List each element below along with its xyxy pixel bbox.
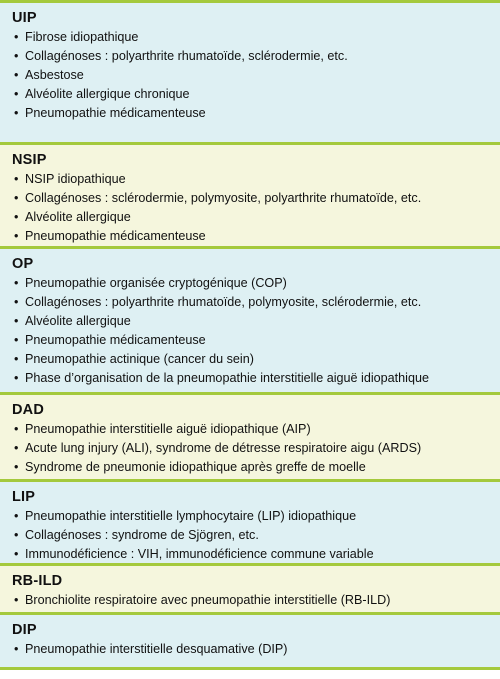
item-list — [12, 591, 490, 610]
section-title: UIP — [12, 10, 37, 26]
section-title: RB-ILD — [12, 573, 63, 589]
section-title: DIP — [12, 622, 37, 638]
list-item: • Fibrose idiopathique — [12, 28, 490, 47]
section-title: DAD — [12, 402, 45, 418]
list-item: • Syndrome de pneumonie idiopathique après greffe de moelle — [12, 458, 490, 477]
item-list — [12, 170, 490, 246]
list-item: • Collagénoses : syndrome de Sjögren, etc. — [12, 526, 490, 545]
list-item: • Immunodéficience : VIH, immunodéficience commune variable — [12, 545, 490, 564]
section-dip — [0, 615, 500, 667]
list-item: • Pneumopathie actinique (cancer du sein) — [12, 350, 490, 369]
list-item: • Phase d’organisation de la pneumopathie interstitielle aiguë idiopathique — [12, 369, 490, 388]
list-item: • Pneumopathie interstitielle lymphocytaire (LIP) idiopathique — [12, 507, 490, 526]
list-item: • Collagénoses : polyarthrite rhumatoïde, sclérodermie, etc. — [12, 47, 490, 66]
list-item: • Pneumopathie médicamenteuse — [12, 104, 490, 123]
list-item: • Pneumopathie médicamenteuse — [12, 227, 490, 246]
section-title: OP — [12, 256, 34, 272]
list-item: • NSIP idiopathique — [12, 170, 490, 189]
list-item: • Asbestose — [12, 66, 490, 85]
section-op — [0, 249, 500, 392]
section-title: NSIP — [12, 152, 47, 168]
item-list — [12, 640, 490, 659]
item-list — [12, 28, 490, 123]
section-title: LIP — [12, 489, 36, 505]
list-item: • Alvéolite allergique chronique — [12, 85, 490, 104]
list-item: • Pneumopathie interstitielle desquamative (DIP) — [12, 640, 490, 659]
item-list — [12, 420, 490, 477]
list-item: • Alvéolite allergique — [12, 208, 490, 227]
list-item: • Alvéolite allergique — [12, 312, 490, 331]
list-item: • Pneumopathie organisée cryptogénique (COP) — [12, 274, 490, 293]
list-item: • Acute lung injury (ALI), syndrome de détresse respiratoire aigu (ARDS) — [12, 439, 490, 458]
list-item: • Collagénoses : sclérodermie, polymyosite, polyarthrite rhumatoïde, etc. — [12, 189, 490, 208]
list-item: • Collagénoses : polyarthrite rhumatoïde, polymyosite, sclérodermie, etc. — [12, 293, 490, 312]
section-uip — [0, 3, 500, 142]
section-dad — [0, 395, 500, 479]
list-item: • Pneumopathie médicamenteuse — [12, 331, 490, 350]
list-item: • Pneumopathie interstitielle aiguë idiopathique (AIP) — [12, 420, 490, 439]
item-list — [12, 507, 490, 564]
list-item: • Bronchiolite respiratoire avec pneumopathie interstitielle (RB-ILD) — [12, 591, 490, 610]
divider — [0, 667, 500, 670]
section-rb-ild — [0, 566, 500, 612]
section-nsip — [0, 145, 500, 246]
item-list — [12, 274, 490, 388]
section-lip — [0, 482, 500, 563]
